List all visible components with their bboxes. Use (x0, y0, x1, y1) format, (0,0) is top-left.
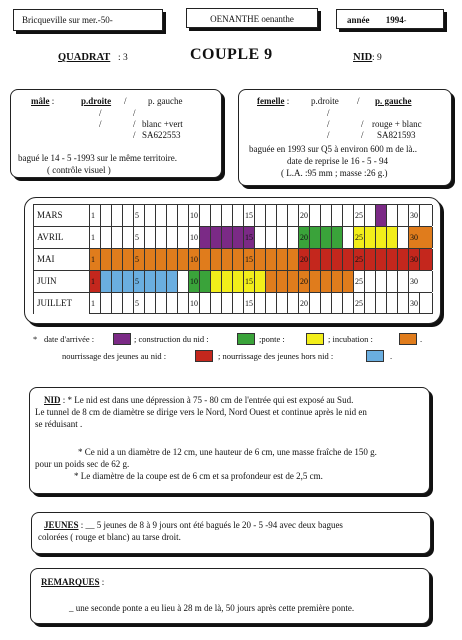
nid-notes-line-6: * Le diamètre de la coupe est de 6 cm et sa profondeur est de 2,5 cm. (74, 471, 323, 481)
calendar-month-label: MAI (34, 249, 90, 270)
calendar-row-juin (33, 270, 432, 292)
calendar-day-cell (167, 227, 178, 248)
male-label: mâle (31, 96, 50, 106)
calendar-day-cell: 25 (354, 249, 365, 270)
calendar-day-cell (145, 227, 156, 248)
calendar-day-cell: 5 (134, 205, 145, 226)
calendar-day-cell: 5 (134, 249, 145, 270)
nid-value: : 9 (372, 53, 382, 63)
calendar-day-cell (321, 249, 332, 270)
calendar-day-cell (101, 249, 112, 270)
calendar-day-cell: 25 (354, 271, 365, 292)
calendar-day-cell (398, 227, 409, 248)
calendar-day-cell (365, 271, 376, 292)
calendar-month-label: JUILLET (34, 293, 90, 314)
legend-incubation-label: ; incubation : (328, 334, 373, 344)
calendar-day-cell (200, 293, 211, 314)
calendar-day-cell (321, 227, 332, 248)
calendar-day-cell (200, 271, 211, 292)
calendar-day-cell (277, 271, 288, 292)
legend-construction-swatch (237, 333, 255, 345)
calendar-day-cell (255, 271, 266, 292)
calendar-row-avril (33, 226, 432, 248)
calendar-grid (33, 204, 432, 314)
calendar-day-cell (310, 271, 321, 292)
calendar-day-cell (123, 271, 134, 292)
calendar-day-cell: 30 (409, 271, 433, 292)
calendar-day-cell: 1 (90, 205, 101, 226)
location-text: Bricqueville sur mer.-50- (22, 15, 113, 25)
calendar-day-cell (321, 293, 332, 314)
male-right-leg: p.droite (81, 96, 112, 106)
male-left-leg: p. gauche (148, 96, 183, 106)
calendar-day-cell (365, 227, 376, 248)
year-box: année 1994- (336, 9, 444, 29)
calendar-day-cell: 20 (299, 271, 310, 292)
remarques-box (30, 568, 430, 624)
calendar-day-cell (398, 293, 409, 314)
calendar-day-cell (277, 249, 288, 270)
calendar-day-cell: 1 (90, 271, 101, 292)
calendar-day-cell (310, 293, 321, 314)
year-label: année (347, 15, 370, 25)
legend-nourrissage-hors-swatch (366, 350, 384, 362)
calendar-day-cell (156, 205, 167, 226)
calendar-day-cell: 15 (244, 205, 255, 226)
female-label: femelle (257, 96, 285, 106)
calendar-day-cell (112, 293, 123, 314)
calendar-day-cell (255, 293, 266, 314)
calendar-day-cell (398, 271, 409, 292)
legend-incubation-swatch (399, 333, 417, 345)
calendar-day-cell (277, 227, 288, 248)
calendar-day-cell (365, 205, 376, 226)
calendar-day-cell (211, 249, 222, 270)
calendar-day-cell (387, 205, 398, 226)
calendar-day-cell (288, 205, 299, 226)
calendar-day-cell (156, 271, 167, 292)
calendar-day-cell (277, 293, 288, 314)
male-right-ring-2: / (99, 119, 102, 129)
calendar-day-cell (420, 249, 433, 270)
calendar-day-cell (145, 205, 156, 226)
quadrat-label-text: QUADRAT (58, 52, 111, 63)
male-left-ring-3: SA622553 (142, 130, 181, 140)
calendar-month-label: MARS (34, 205, 90, 226)
jeunes-line-2: colorées ( rouge et blanc) au tarse droit. (38, 532, 181, 542)
species-text: OENANTHE oenanthe (210, 14, 294, 24)
calendar-row-mai (33, 248, 432, 270)
calendar-day-cell (343, 227, 354, 248)
calendar-day-cell (343, 249, 354, 270)
calendar-day-cell (332, 227, 343, 248)
calendar-day-cell (112, 205, 123, 226)
calendar-day-cell (266, 271, 277, 292)
female-left-ring-3: SA821593 (377, 130, 416, 140)
calendar-day-cell (112, 227, 123, 248)
nid-notes-label: NID (44, 395, 61, 405)
calendar-day-cell: 5 (134, 293, 145, 314)
calendar-day-cell (288, 271, 299, 292)
calendar-day-cell: 20 (299, 227, 310, 248)
calendar-day-cell (101, 271, 112, 292)
calendar-day-cell: 1 (90, 249, 101, 270)
male-left-ring-2: blanc +vert (142, 119, 183, 129)
calendar-day-cell (211, 227, 222, 248)
calendar-day-cell: 10 (189, 271, 200, 292)
quadrat-value: : 3 (118, 53, 128, 63)
calendar-day-cell (145, 271, 156, 292)
calendar-day-cell (145, 293, 156, 314)
quadrat-label (58, 52, 110, 63)
calendar-day-cell (233, 271, 244, 292)
legend-bullet: * (33, 334, 38, 344)
calendar-day-cell (123, 293, 134, 314)
location-box (13, 9, 163, 31)
legend-ponte-swatch (306, 333, 324, 345)
legend-nourrissage-hors-label: ; nourrissage des jeunes hors nid : (218, 351, 334, 361)
calendar-day-cell (233, 227, 244, 248)
calendar-day-cell (222, 205, 233, 226)
remarques-line-1: _ une seconde ponte a eu lieu à 28 m de là, 50 jours après cette première ponte. (69, 603, 355, 613)
year-value: 1994 (385, 15, 404, 25)
legend-arrival-swatch (113, 333, 131, 345)
calendar-day-cell (233, 293, 244, 314)
nid-label-text: NID (353, 52, 373, 63)
nid-notes-line-1: : * Le nid est dans une dépression à 75 - 80 cm de l'entrée qui est exposé au Sud. (62, 395, 354, 405)
calendar-day-cell (420, 293, 433, 314)
nid-notes-line-2: Le tunnel de 8 cm de diamètre se dirige vers le Nord, Nord Ouest et continue après le nid en (35, 407, 367, 417)
calendar-day-cell (101, 227, 112, 248)
calendar-day-cell (288, 293, 299, 314)
legend-ponte-label: ;ponte : (259, 334, 285, 344)
calendar-day-cell (255, 227, 266, 248)
calendar-day-cell (343, 293, 354, 314)
calendar-day-cell (376, 249, 387, 270)
calendar-day-cell (167, 271, 178, 292)
male-box: mâle : p.droite / p. gauche / / / / blanc +vert / SA622553 bagué le 14 - 5 -1993 sur le même territoire. ( contrôle visuel ) (10, 89, 222, 178)
calendar-day-cell (343, 271, 354, 292)
calendar-day-cell: 10 (189, 293, 200, 314)
calendar-row-mars (33, 204, 432, 226)
calendar-day-cell (112, 249, 123, 270)
calendar-day-cell (123, 205, 134, 226)
calendar-day-cell (332, 271, 343, 292)
calendar-day-cell: 20 (299, 249, 310, 270)
calendar-day-cell (332, 205, 343, 226)
calendar-day-cell (387, 271, 398, 292)
calendar-day-cell: 30 (409, 249, 420, 270)
calendar-day-cell (222, 227, 233, 248)
calendar-day-cell: 15 (244, 249, 255, 270)
calendar-day-cell (387, 249, 398, 270)
calendar-day-cell (310, 227, 321, 248)
calendar-day-cell: 30 (409, 227, 433, 248)
calendar-day-cell (178, 293, 189, 314)
nid-notes-line-4: * Ce nid a un diamètre de 12 cm, une hauteur de 6 cm, une masse fraîche de 150 g. (78, 447, 377, 457)
calendar-day-cell (365, 293, 376, 314)
calendar-day-cell: 10 (189, 249, 200, 270)
female-left-ring-1: / (361, 130, 364, 140)
calendar-day-cell (343, 205, 354, 226)
female-right-ring-3: / (327, 130, 330, 140)
calendar-month-label: JUIN (34, 271, 90, 292)
legend-construction-label: ; construction du nid : (134, 334, 209, 344)
calendar-day-cell (211, 293, 222, 314)
calendar-day-cell (145, 249, 156, 270)
legend-nourrissage-nid-label: nourrissage des jeunes au nid : (62, 351, 167, 361)
calendar-day-cell: 1 (90, 227, 101, 248)
female-left-leg: p. gauche (375, 96, 412, 106)
calendar-day-cell (266, 227, 277, 248)
calendar-day-cell (288, 227, 299, 248)
nid-notes-box (29, 387, 430, 494)
calendar-day-cell (200, 227, 211, 248)
remarques-colon: : (101, 577, 105, 587)
calendar-day-cell (376, 227, 387, 248)
calendar-day-cell: 5 (134, 271, 145, 292)
calendar-day-cell (167, 249, 178, 270)
jeunes-line-1: : __ 5 jeunes de 8 à 9 jours ont été bagués le 20 - 5 -94 avec deux bagues (80, 520, 343, 530)
calendar-day-cell (156, 249, 167, 270)
calendar-day-cell (255, 205, 266, 226)
calendar-day-cell: 25 (354, 227, 365, 248)
calendar-day-cell (266, 205, 277, 226)
calendar-day-cell (156, 227, 167, 248)
calendar-day-cell (178, 205, 189, 226)
legend-nourrissage-nid-swatch (195, 350, 213, 362)
female-box: femelle : p.droite / p. gauche / / / rouge + blanc / / SA821593 baguée en 1993 sur Q5 à environ 600 m de là.. date de reprise le 16 - 5 - 94 ( L.A. :95 mm ; masse :26 g.) (238, 89, 452, 186)
calendar-day-cell (123, 249, 134, 270)
female-left-ring-2: rouge + blanc (372, 119, 422, 129)
female-line-2: date de reprise le 16 - 5 - 94 (287, 156, 388, 166)
calendar-day-cell (178, 249, 189, 270)
calendar-day-cell: 1 (90, 293, 101, 314)
calendar-day-cell (255, 249, 266, 270)
calendar-day-cell (288, 249, 299, 270)
calendar-day-cell: 25 (354, 205, 365, 226)
calendar-day-cell (266, 293, 277, 314)
calendar-day-cell (200, 249, 211, 270)
calendar-day-cell (332, 249, 343, 270)
calendar-day-cell: 10 (189, 205, 200, 226)
calendar-day-cell (178, 271, 189, 292)
calendar-day-cell (420, 205, 433, 226)
calendar-day-cell (332, 293, 343, 314)
calendar-day-cell (101, 205, 112, 226)
calendar-row-juillet (33, 292, 432, 314)
calendar-month-label: AVRIL (34, 227, 90, 248)
calendar-day-cell: 15 (244, 271, 255, 292)
male-colon: : (51, 96, 55, 106)
female-right-leg: p.droite (311, 96, 339, 106)
calendar-day-cell (101, 293, 112, 314)
calendar-day-cell (123, 227, 134, 248)
male-left-ring-1: / (133, 108, 136, 118)
female-line-3: ( L.A. :95 mm ; masse :26 g.) (281, 168, 388, 178)
legend-end-2: . (390, 351, 393, 361)
calendar-day-cell: 20 (299, 205, 310, 226)
calendar-day-cell (398, 249, 409, 270)
calendar-box (24, 197, 441, 324)
calendar-day-cell (310, 205, 321, 226)
legend-end-1: . (420, 334, 423, 344)
calendar-day-cell (233, 205, 244, 226)
remarques-label: REMARQUES (41, 577, 100, 587)
calendar-day-cell (310, 249, 321, 270)
male-line-1: bagué le 14 - 5 -1993 sur le même territoire. (18, 153, 177, 163)
couple-title: COUPLE 9 (190, 46, 273, 63)
male-line-2: ( contrôle visuel ) (47, 165, 111, 175)
female-right-ring-2: / (327, 119, 330, 129)
species-box (186, 8, 318, 28)
female-right-ring-1: / (327, 108, 330, 118)
calendar-day-cell (178, 227, 189, 248)
nid-label (353, 52, 372, 63)
jeunes-label: JEUNES (44, 520, 79, 530)
calendar-day-cell: 20 (299, 293, 310, 314)
calendar-day-cell (376, 205, 387, 226)
calendar-day-cell (112, 271, 123, 292)
calendar-day-cell (233, 249, 244, 270)
male-right-ring-1: / (99, 108, 102, 118)
calendar-day-cell (277, 205, 288, 226)
calendar-day-cell (387, 227, 398, 248)
calendar-day-cell (222, 271, 233, 292)
calendar-day-cell (266, 249, 277, 270)
calendar-day-cell (222, 249, 233, 270)
calendar-day-cell (156, 293, 167, 314)
calendar-day-cell (200, 205, 211, 226)
female-line-1: baguée en 1993 sur Q5 à environ 600 m de là.. (249, 144, 417, 154)
calendar-day-cell: 30 (409, 293, 420, 314)
nid-notes-line-3: se réduisant . (35, 419, 83, 429)
calendar-day-cell: 25 (354, 293, 365, 314)
calendar-day-cell (365, 249, 376, 270)
calendar-day-cell (387, 293, 398, 314)
legend-arrival-label: date d'arrivée : (44, 334, 95, 344)
female-colon: : (286, 96, 290, 106)
calendar-day-cell (167, 205, 178, 226)
calendar-day-cell (376, 271, 387, 292)
calendar-day-cell (321, 205, 332, 226)
calendar-day-cell: 10 (189, 227, 200, 248)
calendar-day-cell (211, 271, 222, 292)
jeunes-box (31, 512, 431, 554)
calendar-day-cell (321, 271, 332, 292)
nid-notes-line-5: pour un poids sec de 62 g. (35, 459, 130, 469)
calendar-day-cell (222, 293, 233, 314)
calendar-day-cell (211, 205, 222, 226)
calendar-day-cell: 30 (409, 205, 420, 226)
calendar-day-cell: 5 (134, 227, 145, 248)
calendar-day-cell (398, 205, 409, 226)
calendar-day-cell: 15 (244, 227, 255, 248)
calendar-day-cell (376, 293, 387, 314)
calendar-day-cell: 15 (244, 293, 255, 314)
calendar-day-cell (167, 293, 178, 314)
